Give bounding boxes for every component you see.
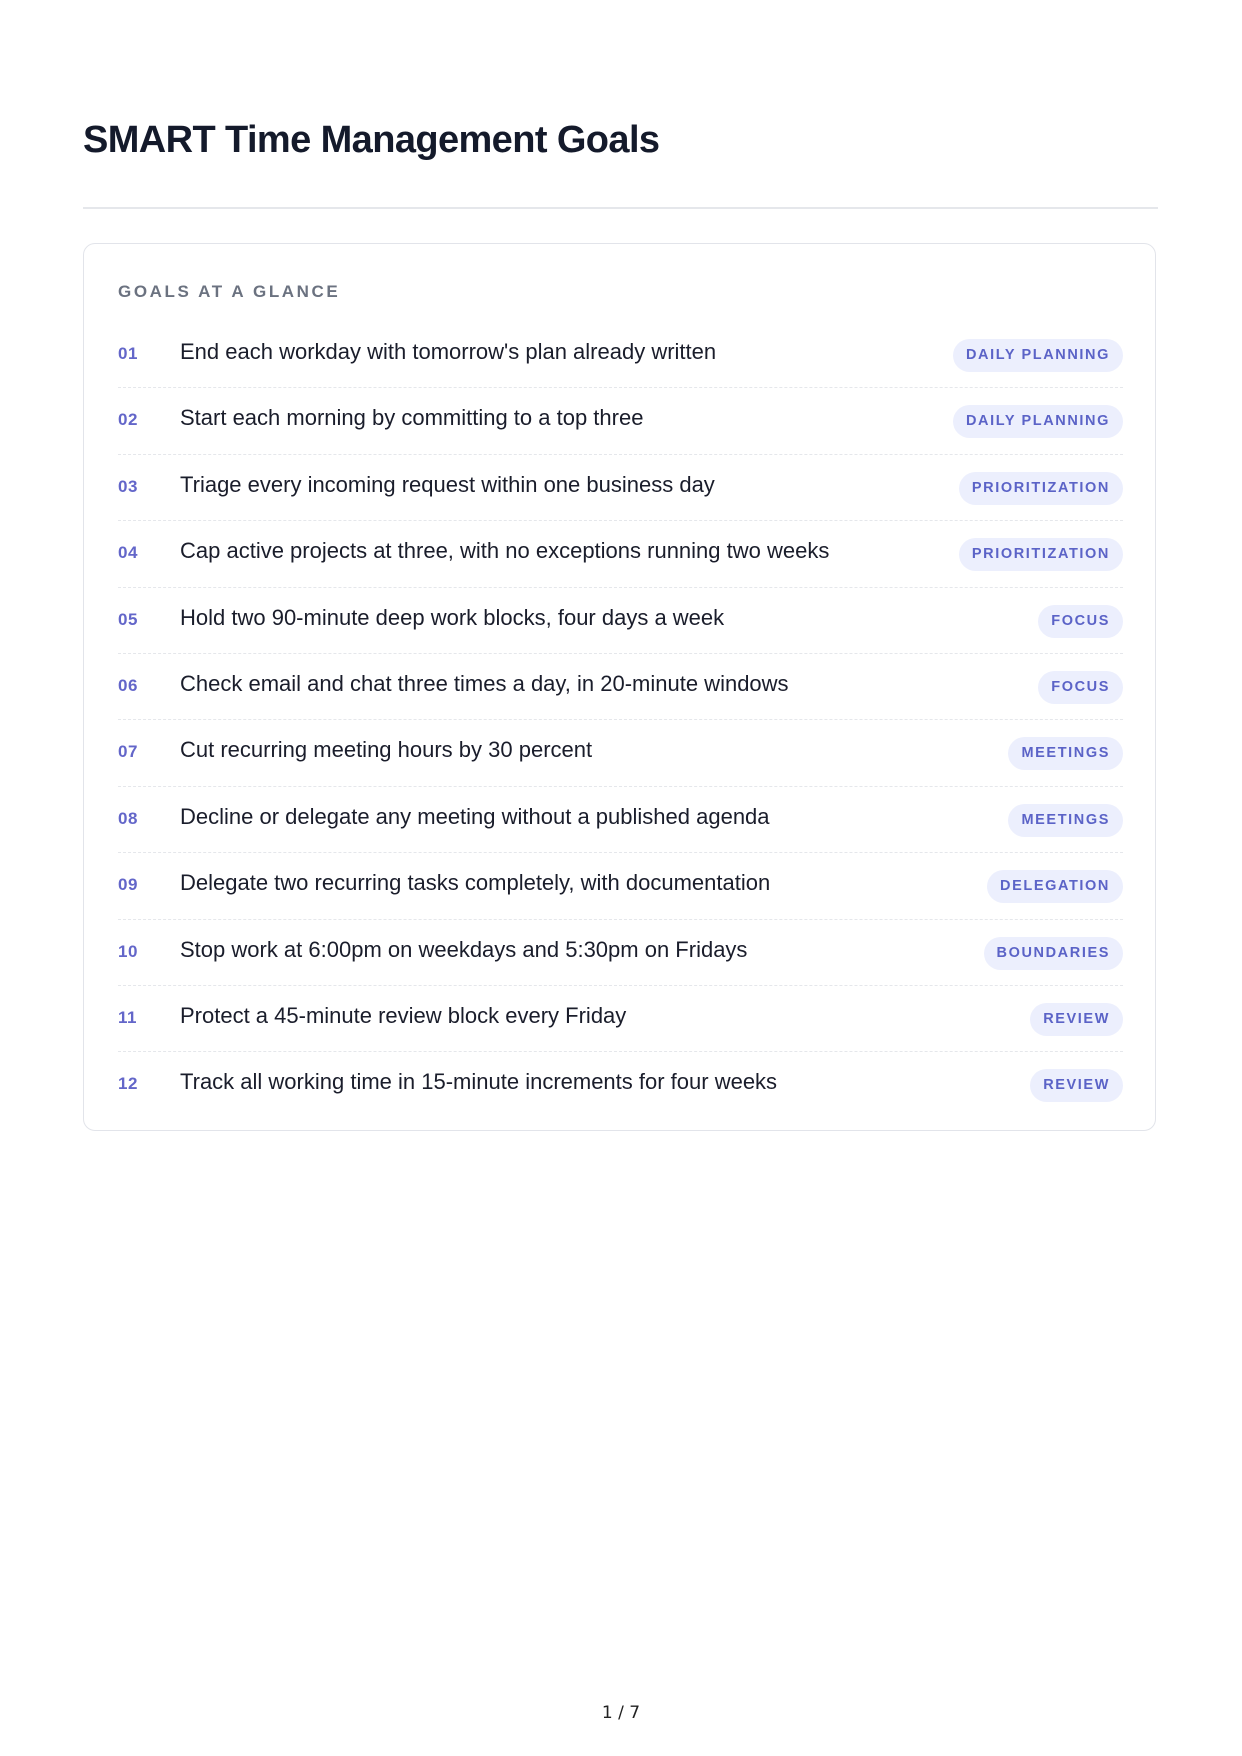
goal-category-tag: DELEGATION [987, 870, 1123, 903]
goal-text: Triage every incoming request within one business day [180, 471, 715, 497]
goal-category-tag: DAILY PLANNING [953, 405, 1123, 438]
goal-number: 02 [118, 410, 138, 430]
goal-category-tag: REVIEW [1030, 1003, 1123, 1036]
goal-category-tag: DAILY PLANNING [953, 339, 1123, 372]
goal-number: 09 [118, 875, 138, 895]
goal-row [118, 322, 1123, 388]
goal-number: 06 [118, 675, 138, 695]
goal-row [118, 787, 1123, 853]
goal-text: Cap active projects at three, with no exceptions running two weeks [180, 538, 830, 564]
goal-text: Protect a 45-minute review block every Friday [180, 1002, 627, 1028]
goal-text: Track all working time in 15-minute increments for four weeks [180, 1069, 778, 1095]
goal-row [118, 920, 1123, 986]
goal-category-tag: PRIORITIZATION [959, 538, 1123, 571]
goal-category-tag: MEETINGS [1008, 804, 1123, 837]
goal-category-tag: PRIORITIZATION [959, 472, 1123, 505]
page-title: SMART Time Management Goals [83, 119, 660, 161]
goal-text: Stop work at 6:00pm on weekdays and 5:30pm on Fridays [180, 936, 748, 962]
goal-text: Start each morning by committing to a top three [180, 405, 644, 431]
goal-row [118, 521, 1123, 587]
goal-row [118, 388, 1123, 454]
goal-row [118, 1052, 1123, 1118]
title-divider [83, 207, 1158, 209]
goal-number: 01 [118, 344, 138, 363]
goal-number: 10 [118, 941, 138, 961]
goal-category-tag: FOCUS [1038, 605, 1123, 638]
goal-row [118, 853, 1123, 919]
goal-number: 04 [118, 543, 138, 563]
goal-number: 07 [118, 742, 138, 762]
goal-text: Delegate two recurring tasks completely, with documentation [180, 870, 771, 896]
goal-text: Decline or delegate any meeting without a published agenda [180, 803, 770, 829]
goal-row [118, 455, 1123, 521]
goal-row [118, 588, 1123, 654]
goal-category-tag: BOUNDARIES [984, 937, 1123, 970]
goal-number: 11 [118, 1007, 137, 1027]
goal-row [118, 654, 1123, 720]
goal-row [118, 986, 1123, 1052]
goal-text: Cut recurring meeting hours by 30 percent [180, 737, 593, 763]
goal-number: 05 [118, 609, 138, 629]
goal-number: 08 [118, 808, 138, 828]
goal-category-tag: MEETINGS [1008, 737, 1123, 770]
goal-category-tag: FOCUS [1038, 671, 1123, 704]
goal-text: Hold two 90-minute deep work blocks, four days a week [180, 604, 725, 630]
card-heading: GOALS AT A GLANCE [118, 282, 341, 301]
goal-row [118, 720, 1123, 786]
goal-text: End each workday with tomorrow's plan already written [180, 339, 717, 364]
goal-number: 12 [118, 1074, 138, 1094]
goal-list [118, 322, 1123, 1119]
goal-category-tag: REVIEW [1030, 1069, 1123, 1102]
goals-card [83, 243, 1156, 1131]
goal-text: Check email and chat three times a day, in 20-minute windows [180, 670, 789, 696]
goal-number: 03 [118, 476, 138, 496]
page-number: 1 / 7 [601, 1703, 641, 1723]
